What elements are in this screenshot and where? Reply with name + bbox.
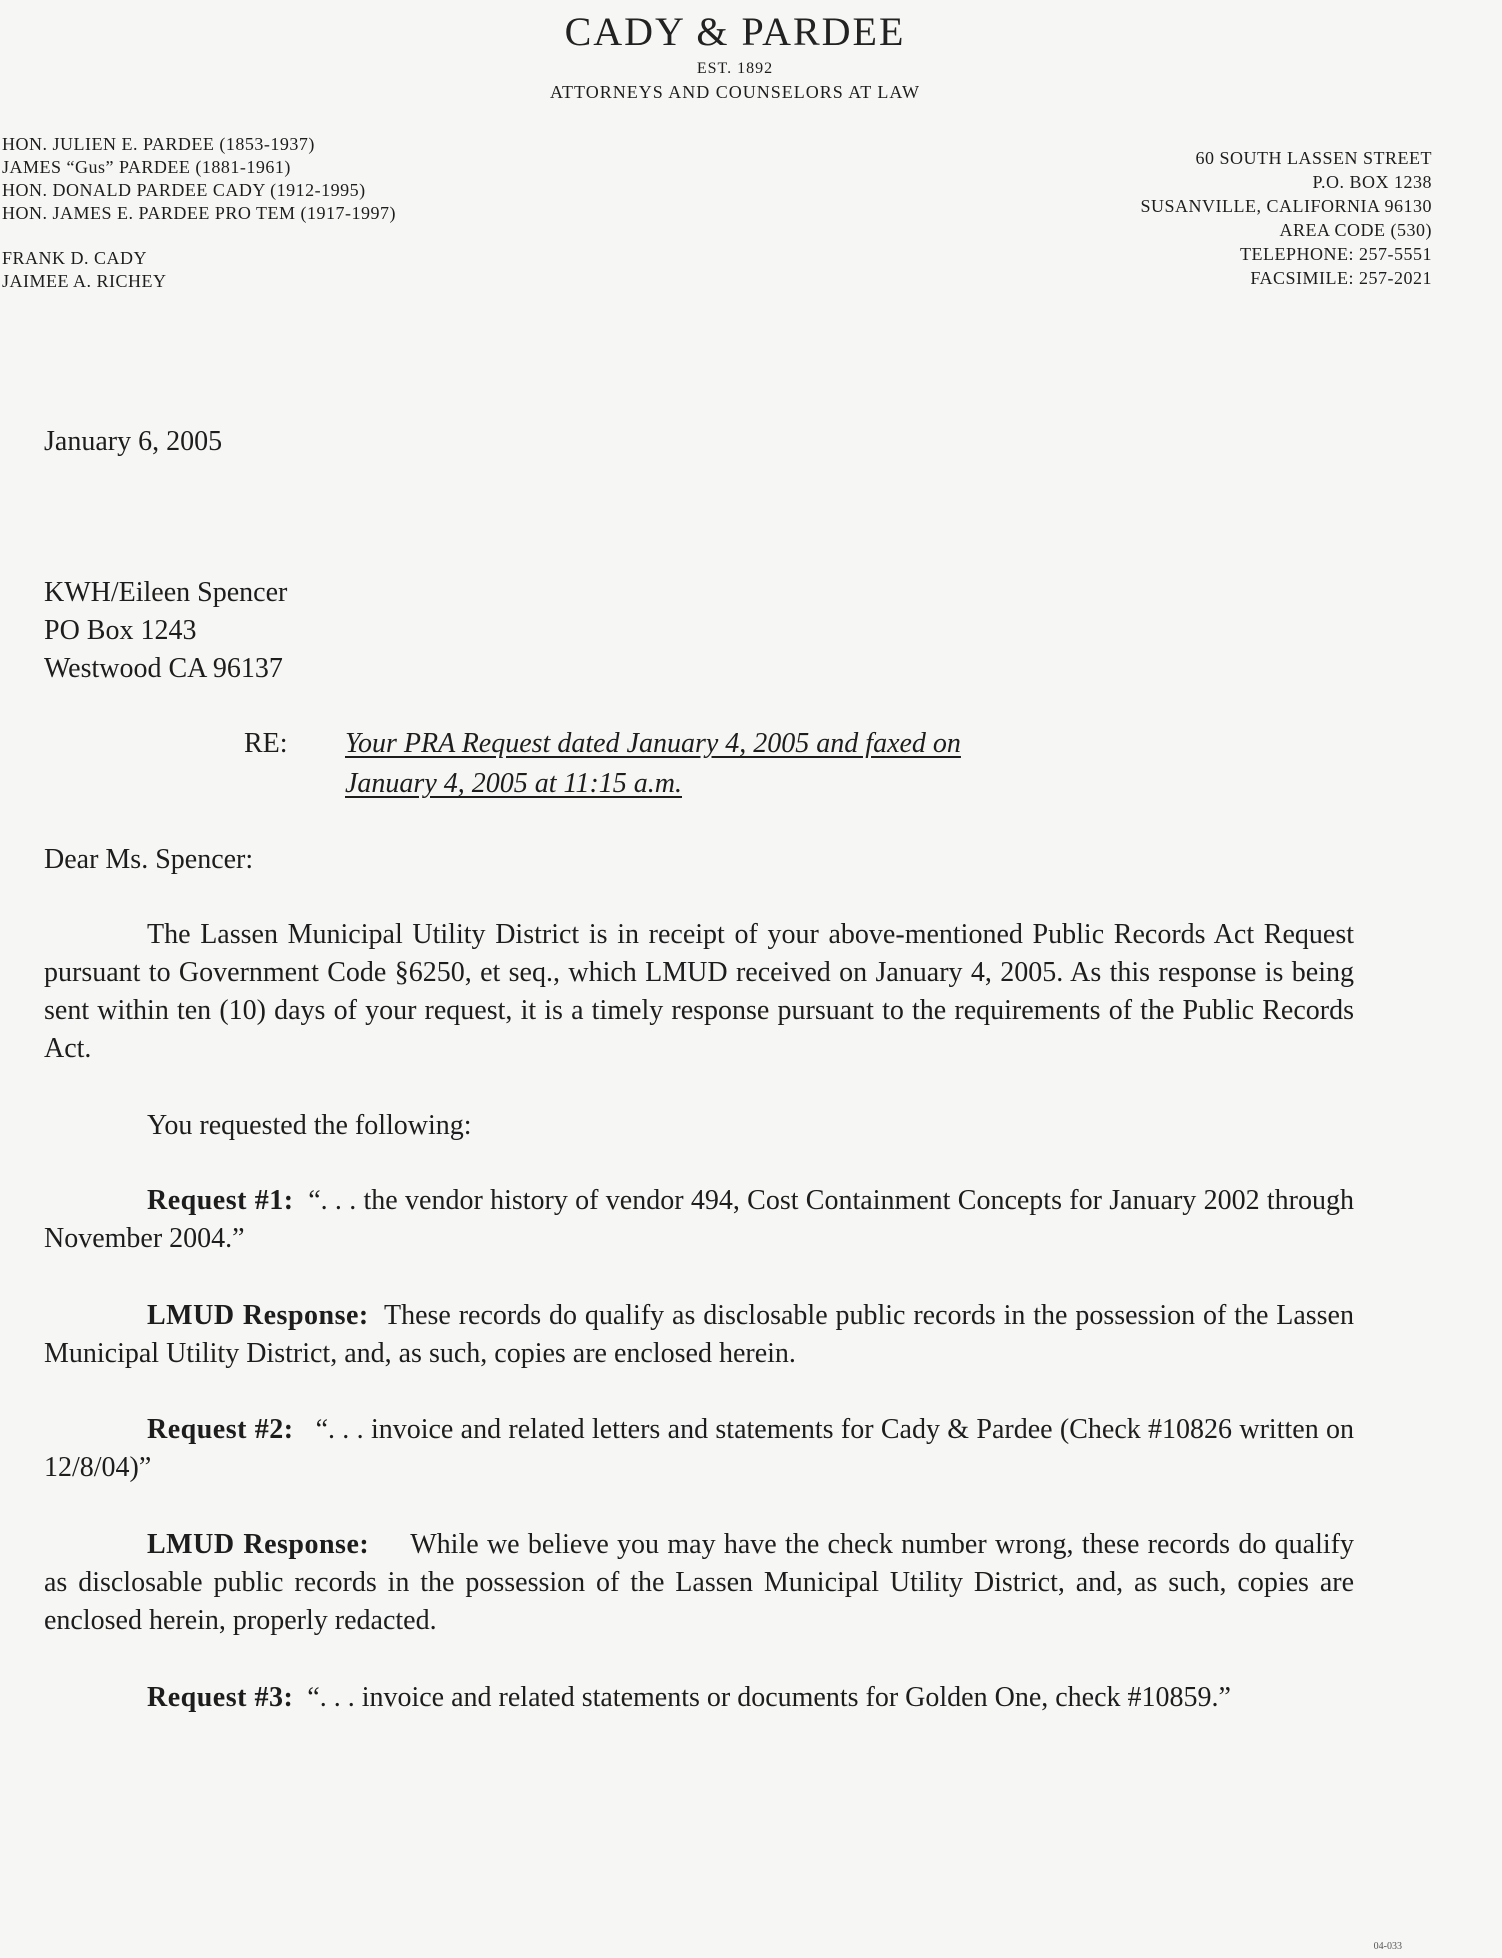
- footer-code: 04-033: [1373, 1941, 1402, 1952]
- response-1: [44, 1297, 1354, 1373]
- re-line: Your PRA Request dated January 4, 2005 and faxed on: [345, 728, 961, 759]
- founder-line: HON. DONALD PARDEE CADY (1912-1995): [2, 180, 366, 200]
- contact-facsimile: FACSIMILE: 257-2021: [1250, 268, 1432, 288]
- request-3-text: “. . . invoice and related statements or documents for Golden One, check #10859.”: [307, 1682, 1231, 1713]
- contact-telephone: TELEPHONE: 257-5551: [1240, 244, 1432, 264]
- firm-established: EST. 1892: [696, 60, 774, 77]
- request-3: [44, 1679, 1354, 1717]
- founder-line: HON. JULIEN E. PARDEE (1853-1937): [2, 134, 315, 154]
- partner-list: [2, 133, 396, 293]
- intro-paragraph: The Lassen Municipal Utility District is in receipt of your above-mentioned Public Records Act Request pursuant to Government Code §6250, et seq., which LMUD received on January 4, 2005. As this response is being sent within ten (10) days of your request, it is a timely response pursuant to the requirements of the Public Records Act.: [44, 919, 1354, 1064]
- response-2: [44, 1526, 1354, 1640]
- address-line: PO Box 1243: [44, 615, 197, 646]
- firm-subtitle: ATTORNEYS AND COUNSELORS AT LAW: [550, 82, 920, 102]
- request-2: [44, 1411, 1354, 1487]
- contact-street: 60 SOUTH LASSEN STREET: [1195, 148, 1432, 168]
- founder-line: JAMES “Gus” PARDEE (1881-1961): [2, 157, 291, 177]
- request-3-label: Request #3:: [147, 1682, 294, 1713]
- contact-po-box: P.O. BOX 1238: [1312, 172, 1432, 192]
- address-line: KWH/Eileen Spencer: [44, 577, 288, 608]
- attorney-line: FRANK D. CADY: [2, 248, 148, 268]
- requested-line: You requested the following:: [147, 1110, 472, 1141]
- response-1-text: These records do qualify as disclosable public records in the possession of the Lassen Municipal Utility District, and, as such, copies are enclosed herein.: [44, 1300, 1354, 1369]
- request-1-text: “. . . the vendor history of vendor 494, Cost Containment Concepts for January 2002 through November 2004.”: [44, 1185, 1355, 1254]
- request-2-label: Request #2:: [147, 1414, 294, 1445]
- request-1-label: Request #1:: [147, 1185, 294, 1216]
- request-1: [44, 1182, 1354, 1258]
- response-1-label: LMUD Response:: [147, 1300, 369, 1331]
- contact-area-code: AREA CODE (530): [1279, 220, 1432, 240]
- response-2-label: LMUD Response:: [147, 1529, 370, 1560]
- letter-date: January 6, 2005: [44, 426, 223, 457]
- re-label: RE:: [244, 728, 288, 759]
- firm-name: CADY & PARDEE: [564, 9, 906, 54]
- attorney-line: JAIMEE A. RICHEY: [2, 271, 167, 291]
- address-line: Westwood CA 96137: [44, 653, 283, 684]
- recipient-address: [44, 574, 287, 688]
- spacer: [2, 225, 396, 247]
- request-2-text: “. . . invoice and related letters and statements for Cady & Pardee (Check #10826 written on 12/8/04)”: [44, 1414, 1355, 1483]
- contact-city: SUSANVILLE, CALIFORNIA 96130: [1140, 196, 1432, 216]
- salutation: Dear Ms. Spencer:: [44, 844, 254, 875]
- founder-line: HON. JAMES E. PARDEE PRO TEM (1917-1997): [2, 203, 397, 223]
- re-line: January 4, 2005 at 11:15 a.m.: [345, 768, 682, 799]
- response-2-text: While we believe you may have the check number wrong, these records do qualify as disclosable public records in the possession of the Lassen Municipal Utility District, and, as such, copies are enclosed herein, properly redacted.: [44, 1529, 1354, 1636]
- firm-contact-block: [1140, 146, 1432, 290]
- re-subject: [345, 724, 961, 804]
